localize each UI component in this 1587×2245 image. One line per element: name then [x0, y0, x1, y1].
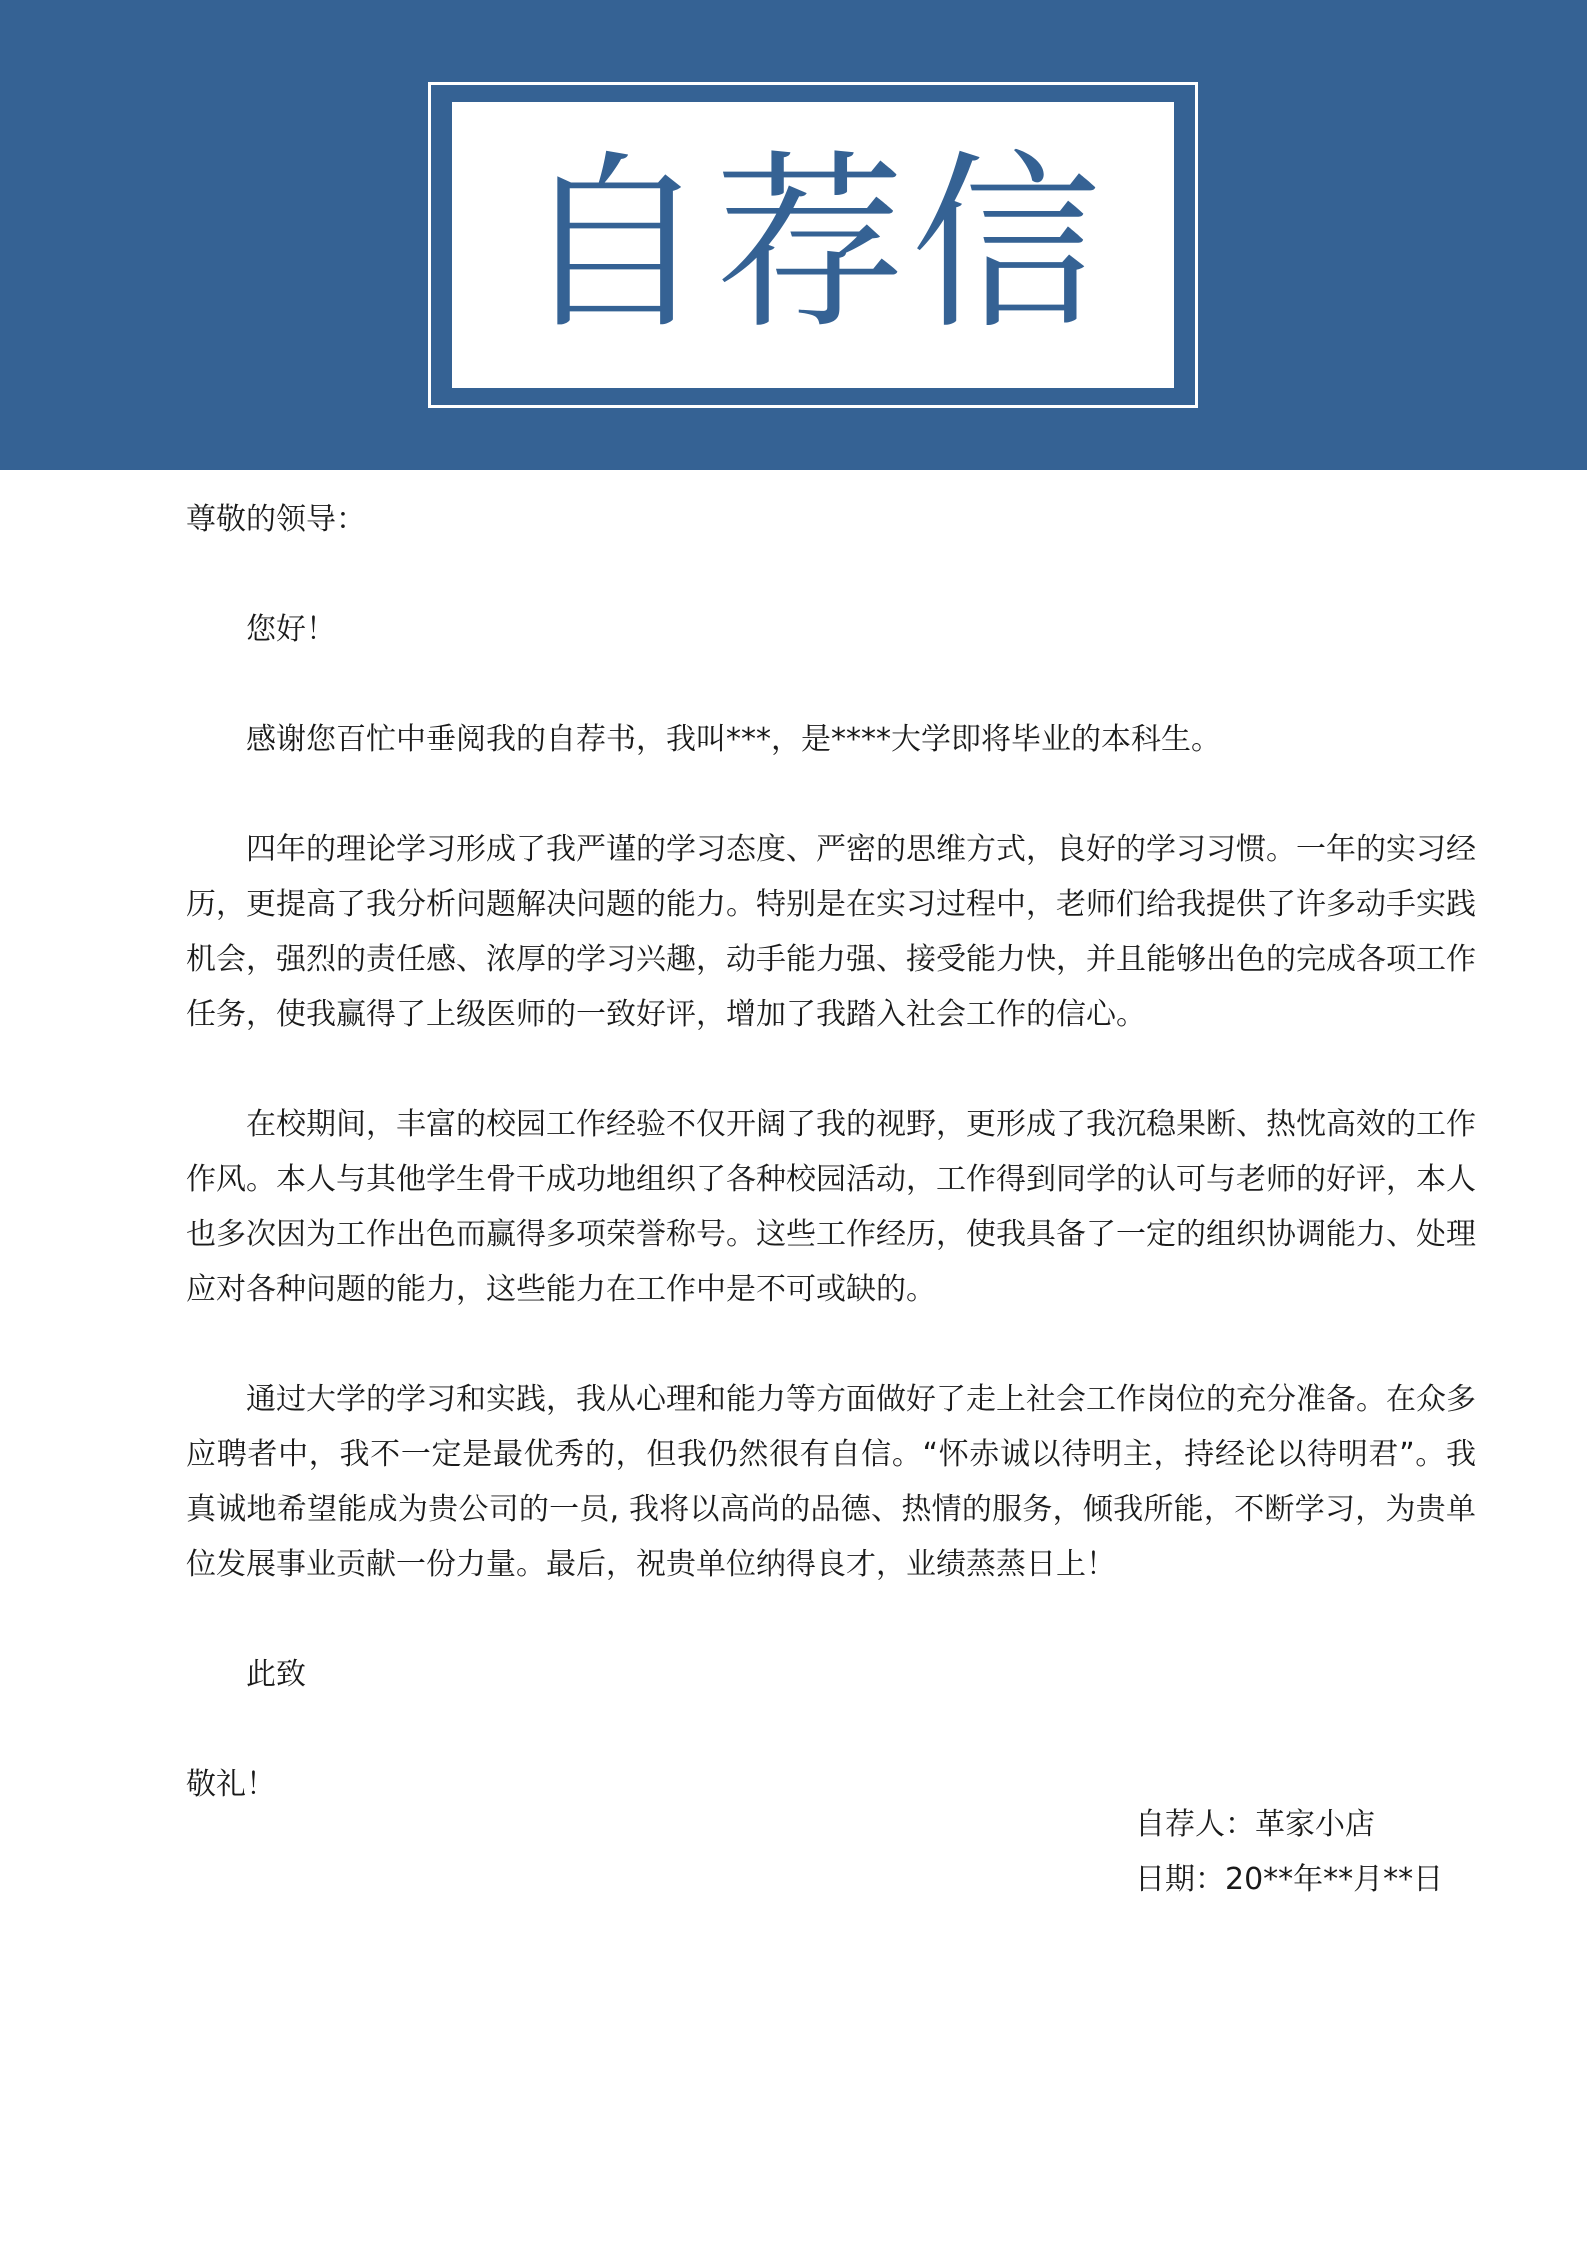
paragraph-campus: 在校期间，丰富的校园工作经验不仅开阔了我的视野，更形成了我沉稳果断、热忱高效的工作作风。本人与其他学生骨干成功地组织了各种校园活动，工作得到同学的认可与老师的好评，本人也多次因为工作出色而赢得多项荣誉称号。这些工作经历，使我具备了一定的组织协调能力、处理应对各种问题的能力，这些能力在工作中是不可或缺的。	[186, 1107, 1476, 1307]
paragraph-closing: 通过大学的学习和实践，我从心理和能力等方面做好了走上社会工作岗位的充分准备。在众多应聘者中，我不一定是最优秀的，但我仍然很有自信。“怀赤诚以待明主，持经论以待明君”。我真诚地希望能成为贵公司的一员, 我将以高尚的品德、热情的服务，倾我所能，不断学习，为贵单位发展事业贡献一份力量。最后，祝贵单位纳得良才，业绩蒸蒸日上！	[186, 1382, 1476, 1582]
salutation: 尊敬的领导：	[186, 502, 366, 537]
page-title: 自荐信	[518, 134, 1107, 355]
letter-body	[186, 492, 1476, 1812]
greeting: 您好！	[246, 612, 336, 647]
signature-author: 自荐人：革家小店	[1135, 1807, 1375, 1842]
title-box	[452, 102, 1174, 388]
paragraph-study: 四年的理论学习形成了我严谨的学习态度、严密的思维方式，良好的学习习惯。一年的实习经历，更提高了我分析问题解决问题的能力。特别是在实习过程中，老师们给我提供了许多动手实践机会，强烈的责任感、浓厚的学习兴趣，动手能力强、接受能力快，并且能够出色的完成各项工作任务，使我赢得了上级医师的一致好评，增加了我踏入社会工作的信心。	[186, 832, 1476, 1032]
regards: 敬礼！	[186, 1767, 276, 1802]
closing-phrase: 此致	[246, 1657, 306, 1692]
signature-block	[1135, 1797, 1443, 1907]
paragraph-intro: 感谢您百忙中垂阅我的自荐书，我叫***，是****大学即将毕业的本科生。	[246, 722, 1221, 757]
signature-date: 日期：20**年**月**日	[1135, 1862, 1444, 1897]
